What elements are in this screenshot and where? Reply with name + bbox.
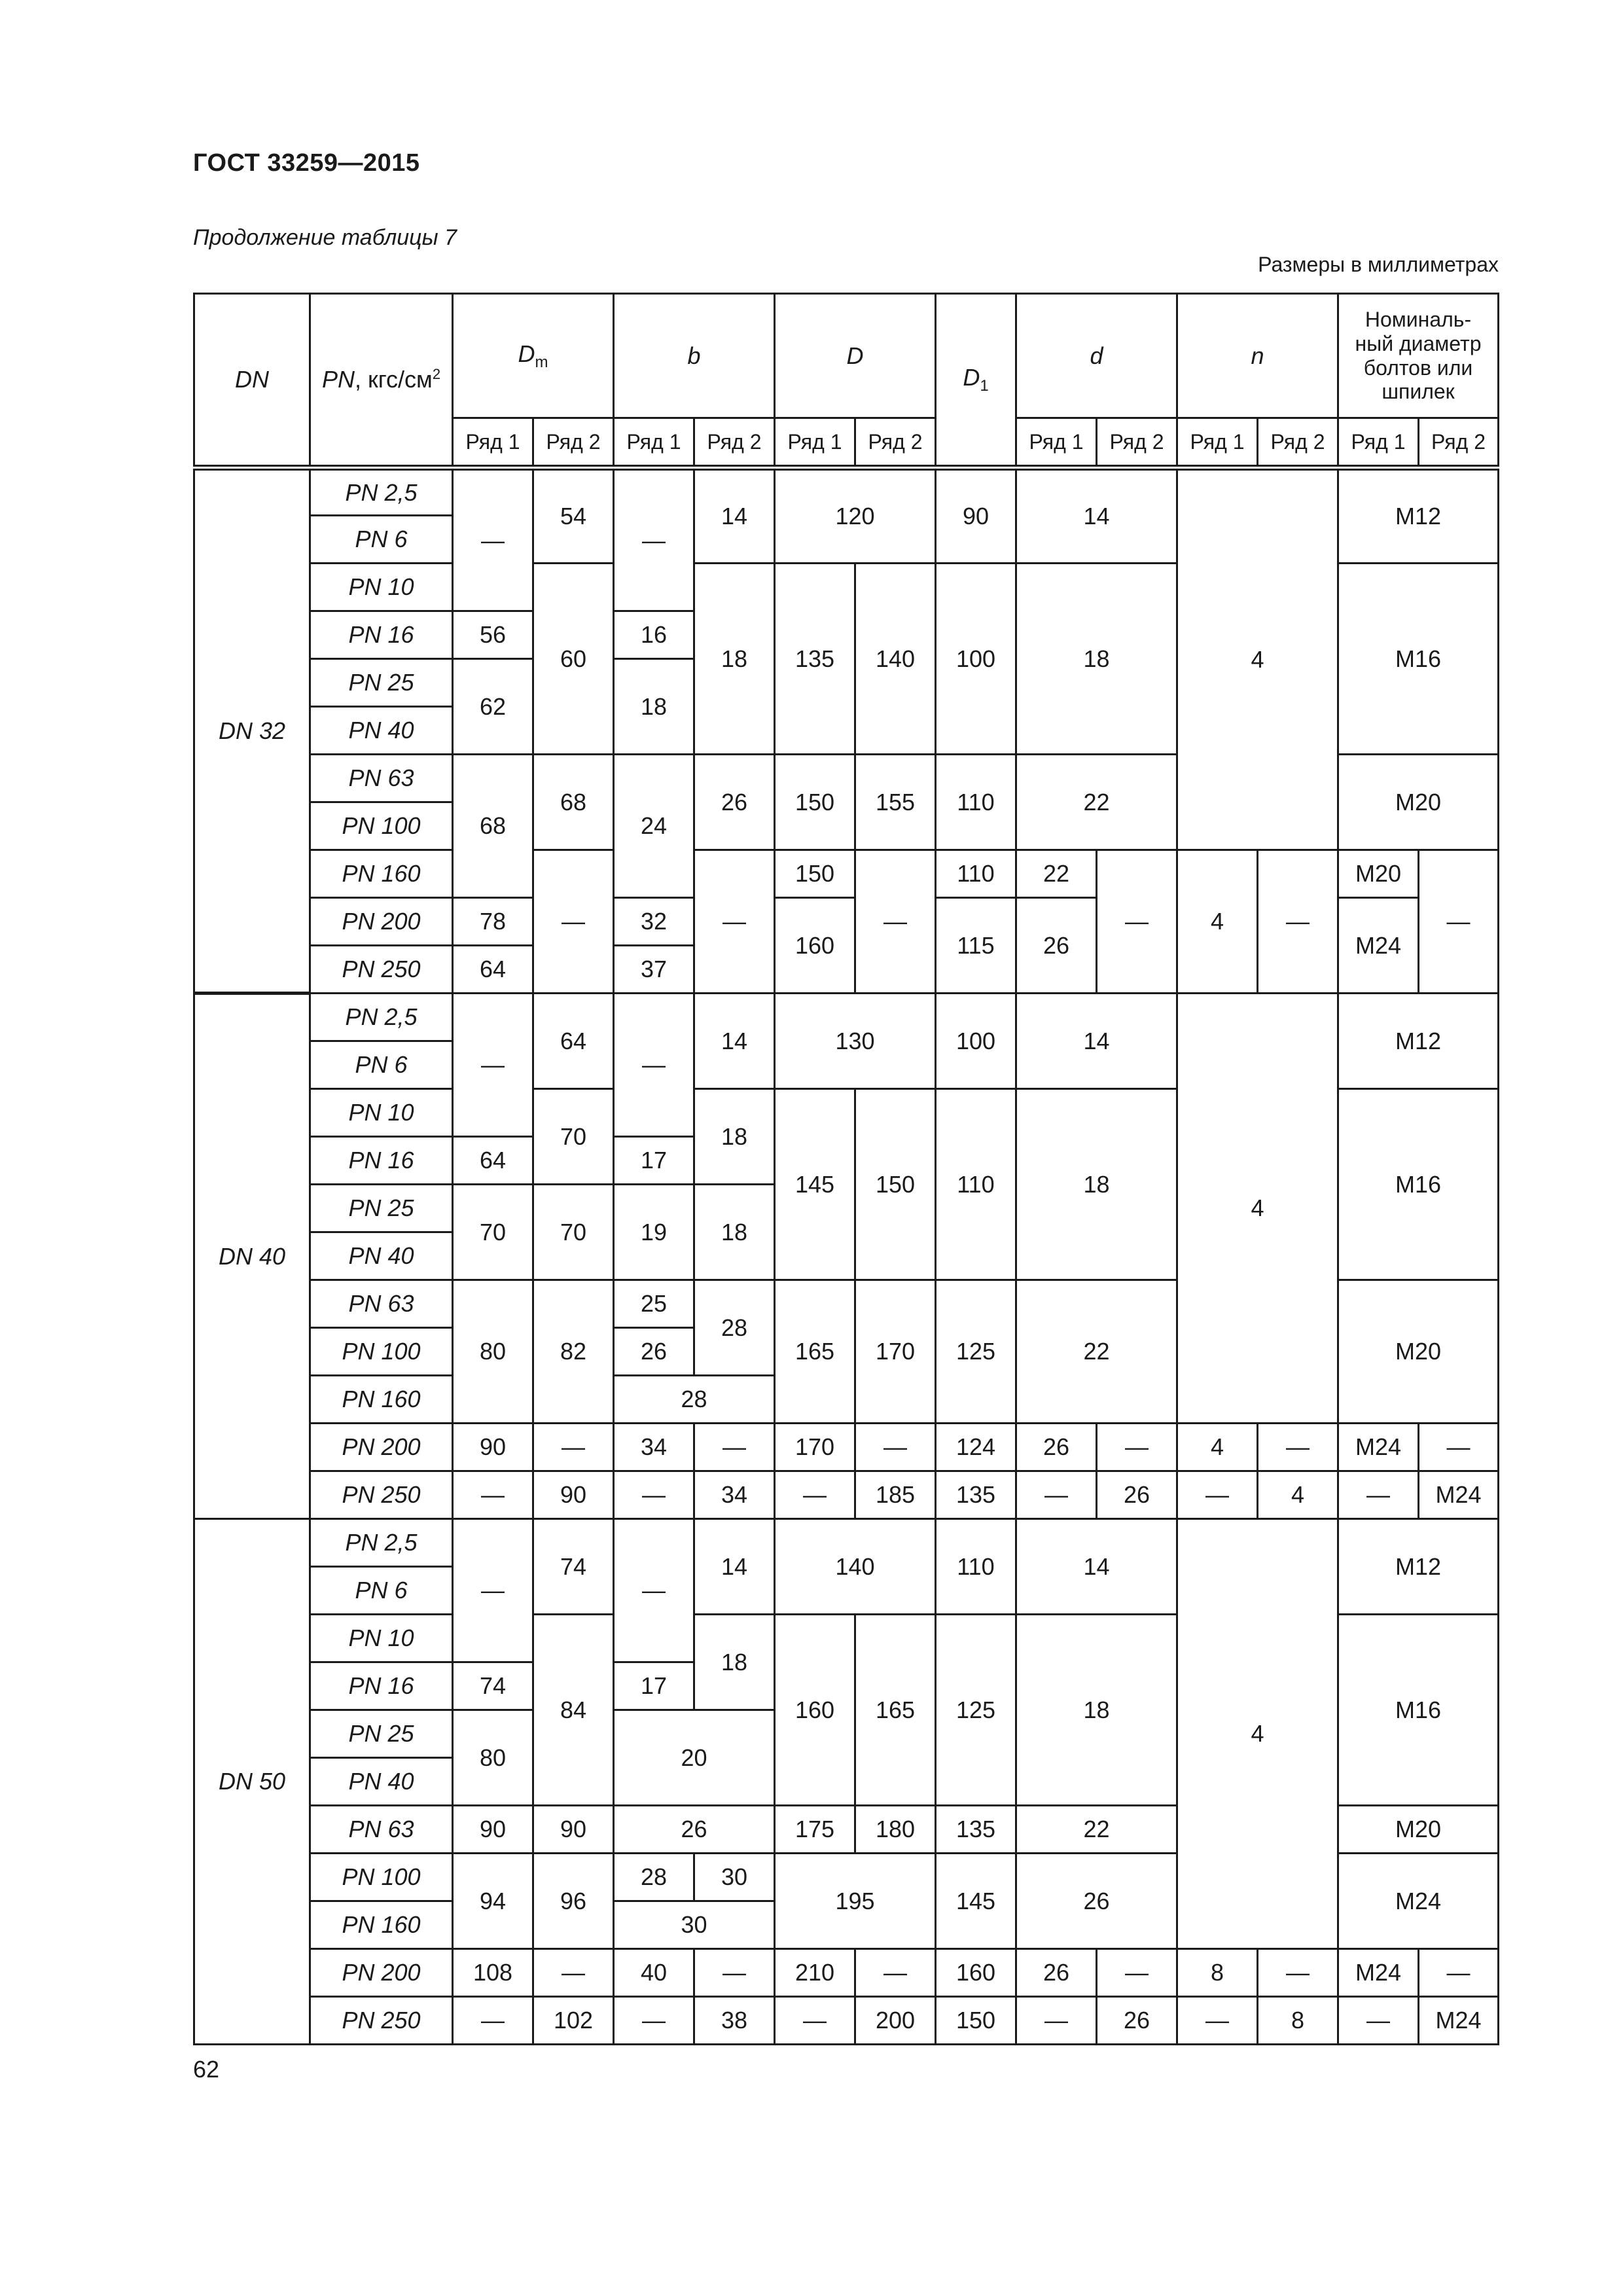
pn-cell: PN 160 bbox=[310, 1376, 453, 1424]
pn-cell: PN 6 bbox=[310, 516, 453, 564]
table-cell: — bbox=[614, 994, 694, 1137]
table-cell: 18 bbox=[694, 1185, 775, 1280]
table-cell: 34 bbox=[694, 1471, 775, 1519]
table-cell: 84 bbox=[533, 1615, 614, 1806]
table-cell: 14 bbox=[1016, 468, 1177, 564]
table-cell: — bbox=[614, 1997, 694, 2045]
table-cell: 18 bbox=[694, 1615, 775, 1710]
pn-cell: PN 10 bbox=[310, 1615, 453, 1662]
table-cell: 135 bbox=[775, 564, 855, 755]
table-cell: 26 bbox=[1016, 898, 1097, 994]
table-cell: 28 bbox=[614, 1854, 694, 1901]
header-d: d bbox=[1016, 294, 1177, 418]
table-cell: 16 bbox=[614, 611, 694, 659]
table-cell: M24 bbox=[1338, 1854, 1499, 1949]
table-cell: — bbox=[1338, 1997, 1419, 2045]
table-cell: 22 bbox=[1016, 850, 1097, 898]
table-cell: — bbox=[1338, 1471, 1419, 1519]
header-row2: Ряд 2 bbox=[694, 418, 775, 468]
table-cell: 165 bbox=[775, 1280, 855, 1424]
table-cell: M24 bbox=[1419, 1997, 1499, 2045]
table-cell: — bbox=[1097, 850, 1177, 994]
table-cell: M12 bbox=[1338, 994, 1499, 1089]
table-cell: 8 bbox=[1258, 1997, 1338, 2045]
header-pn: PN, кгс/$см^2$ bbox=[310, 294, 453, 468]
table-cell: 4 bbox=[1177, 1519, 1338, 1949]
table-cell: — bbox=[533, 850, 614, 994]
table-cell: — bbox=[533, 1949, 614, 1997]
table-cell: 210 bbox=[775, 1949, 855, 1997]
table-cell: 90 bbox=[453, 1424, 533, 1471]
table-cell: 80 bbox=[453, 1280, 533, 1424]
pn-cell: PN 40 bbox=[310, 1758, 453, 1806]
table-cell: 18 bbox=[694, 564, 775, 755]
table-cell: — bbox=[1419, 850, 1499, 994]
header-dn: DN bbox=[194, 294, 310, 468]
table-cell: — bbox=[1258, 1424, 1338, 1471]
table-cell: — bbox=[1258, 1949, 1338, 1997]
table-cell: — bbox=[533, 1424, 614, 1471]
table-cell: 108 bbox=[453, 1949, 533, 1997]
table-cell: 4 bbox=[1177, 850, 1258, 994]
table-cell: 150 bbox=[936, 1997, 1016, 2045]
table-cell: 165 bbox=[855, 1615, 936, 1806]
header-n: n bbox=[1177, 294, 1338, 418]
table-cell: 96 bbox=[533, 1854, 614, 1949]
pn-cell: PN 6 bbox=[310, 1041, 453, 1089]
table-cell: 19 bbox=[614, 1185, 694, 1280]
header-row1: Ряд 1 bbox=[775, 418, 855, 468]
table-cell: M12 bbox=[1338, 468, 1499, 564]
pn-cell: PN 16 bbox=[310, 611, 453, 659]
units-note: Размеры в миллиметрах bbox=[1258, 253, 1499, 276]
table-cell: 160 bbox=[775, 898, 855, 994]
header-row2: Ряд 2 bbox=[1419, 418, 1499, 468]
table-cell: 4 bbox=[1177, 994, 1338, 1424]
table-cell: 64 bbox=[533, 994, 614, 1089]
table-cell: 26 bbox=[1097, 1471, 1177, 1519]
table-cell: 30 bbox=[694, 1854, 775, 1901]
pn-cell: PN 63 bbox=[310, 755, 453, 802]
table-cell: 18 bbox=[1016, 564, 1177, 755]
page-number: 62 bbox=[193, 2056, 220, 2083]
table-cell: 14 bbox=[694, 468, 775, 564]
table-cell: 110 bbox=[936, 1089, 1016, 1280]
table-cell: 90 bbox=[533, 1471, 614, 1519]
table-cell: 14 bbox=[1016, 1519, 1177, 1615]
table-cell: — bbox=[453, 468, 533, 611]
table-cell: 170 bbox=[775, 1424, 855, 1471]
table-cell: 150 bbox=[775, 755, 855, 850]
table-cell: — bbox=[453, 1471, 533, 1519]
pn-cell: PN 2,5 bbox=[310, 468, 453, 516]
header-D1: $D_1$ bbox=[936, 294, 1016, 468]
table-cell: — bbox=[1097, 1949, 1177, 1997]
table-cell: 150 bbox=[855, 1089, 936, 1280]
table-cell: 145 bbox=[775, 1089, 855, 1280]
table-cell: 17 bbox=[614, 1662, 694, 1710]
table-cell: 60 bbox=[533, 564, 614, 755]
table-cell: — bbox=[694, 1424, 775, 1471]
header-row1: Ряд 1 bbox=[1177, 418, 1258, 468]
table-cell: 90 bbox=[533, 1806, 614, 1854]
table-cell: 14 bbox=[694, 1519, 775, 1615]
table-cell: 102 bbox=[533, 1997, 614, 2045]
table-cell: 78 bbox=[453, 898, 533, 946]
pn-cell: PN 200 bbox=[310, 898, 453, 946]
table-cell: — bbox=[694, 1949, 775, 1997]
pn-cell: PN 25 bbox=[310, 1185, 453, 1232]
header-dm: $D_m$ bbox=[453, 294, 614, 418]
dn-cell: DN 40 bbox=[194, 994, 310, 1519]
table-cell: M24 bbox=[1338, 1424, 1419, 1471]
table-cell: — bbox=[1177, 1471, 1258, 1519]
table-cell: 110 bbox=[936, 850, 1016, 898]
table-cell: 140 bbox=[855, 564, 936, 755]
table-cell: 94 bbox=[453, 1854, 533, 1949]
table-cell: 32 bbox=[614, 898, 694, 946]
table-cell: M16 bbox=[1338, 1615, 1499, 1806]
table-cell: — bbox=[1258, 850, 1338, 994]
pn-cell: PN 160 bbox=[310, 1901, 453, 1949]
table-cell: 124 bbox=[936, 1424, 1016, 1471]
pn-cell: PN 100 bbox=[310, 1328, 453, 1376]
table-cell: 130 bbox=[775, 994, 936, 1089]
table-cell: — bbox=[1097, 1424, 1177, 1471]
table-cell: 22 bbox=[1016, 1280, 1177, 1424]
table-cell: M16 bbox=[1338, 564, 1499, 755]
table-cell: 74 bbox=[533, 1519, 614, 1615]
dimensions-table bbox=[193, 293, 1499, 2045]
header-row1: Ряд 1 bbox=[1016, 418, 1097, 468]
pn-cell: PN 63 bbox=[310, 1280, 453, 1328]
table-cell: 82 bbox=[533, 1280, 614, 1424]
table-cell: 68 bbox=[533, 755, 614, 850]
table-cell: 175 bbox=[775, 1806, 855, 1854]
table-cell: 110 bbox=[936, 1519, 1016, 1615]
table-cell: 25 bbox=[614, 1280, 694, 1328]
pn-cell: PN 25 bbox=[310, 659, 453, 707]
table-cell: 68 bbox=[453, 755, 533, 898]
table-cell: 62 bbox=[453, 659, 533, 755]
table-cell: 22 bbox=[1016, 755, 1177, 850]
pn-cell: PN 16 bbox=[310, 1137, 453, 1185]
pn-cell: PN 250 bbox=[310, 1471, 453, 1519]
table-cell: 26 bbox=[1016, 1949, 1097, 1997]
table-cell: — bbox=[1419, 1424, 1499, 1471]
table-cell: 14 bbox=[1016, 994, 1177, 1089]
pn-cell: PN 160 bbox=[310, 850, 453, 898]
table-cell: 180 bbox=[855, 1806, 936, 1854]
header-D: D bbox=[775, 294, 936, 418]
table-cell: 8 bbox=[1177, 1949, 1258, 1997]
table-cell: 125 bbox=[936, 1280, 1016, 1424]
table-cell: 4 bbox=[1258, 1471, 1338, 1519]
header-row2: Ряд 2 bbox=[1258, 418, 1338, 468]
table-cell: 125 bbox=[936, 1615, 1016, 1806]
table-cell: 160 bbox=[775, 1615, 855, 1806]
table-cell: 38 bbox=[694, 1997, 775, 2045]
pn-cell: PN 2,5 bbox=[310, 994, 453, 1041]
table-cell: 17 bbox=[614, 1137, 694, 1185]
table-cell: 22 bbox=[1016, 1806, 1177, 1854]
table-cell: 28 bbox=[614, 1376, 775, 1424]
table-cell: — bbox=[775, 1471, 855, 1519]
table-cell: 135 bbox=[936, 1471, 1016, 1519]
table-cell: 37 bbox=[614, 946, 694, 994]
table-cell: — bbox=[1177, 1997, 1258, 2045]
table-cell: — bbox=[694, 850, 775, 994]
table-cell: — bbox=[855, 1424, 936, 1471]
table-cell: 28 bbox=[694, 1280, 775, 1376]
header-row2: Ряд 2 bbox=[855, 418, 936, 468]
table-cell: 74 bbox=[453, 1662, 533, 1710]
table-cell: 14 bbox=[694, 994, 775, 1089]
table-cell: 26 bbox=[1097, 1997, 1177, 2045]
table-cell: — bbox=[614, 1519, 694, 1662]
table-cell: — bbox=[1016, 1471, 1097, 1519]
table-cell: 185 bbox=[855, 1471, 936, 1519]
table-cell: 160 bbox=[936, 1949, 1016, 1997]
table-cell: 90 bbox=[936, 468, 1016, 564]
table-cell: 26 bbox=[614, 1806, 775, 1854]
table-cell: 115 bbox=[936, 898, 1016, 994]
table-cell: — bbox=[775, 1997, 855, 2045]
table-cell: 40 bbox=[614, 1949, 694, 1997]
pn-cell: PN 200 bbox=[310, 1424, 453, 1471]
header-row2: Ряд 2 bbox=[1097, 418, 1177, 468]
pn-cell: PN 10 bbox=[310, 1089, 453, 1137]
pn-cell: PN 40 bbox=[310, 707, 453, 755]
table-cell: 100 bbox=[936, 994, 1016, 1089]
table-cell: 64 bbox=[453, 1137, 533, 1185]
header-row1: Ряд 1 bbox=[1338, 418, 1419, 468]
table-cell: M20 bbox=[1338, 850, 1419, 898]
table-cell: 140 bbox=[775, 1519, 936, 1615]
table-cell: 120 bbox=[775, 468, 936, 564]
table-cell: 30 bbox=[614, 1901, 775, 1949]
header-row1: Ряд 1 bbox=[614, 418, 694, 468]
table-cell: — bbox=[614, 468, 694, 611]
table-cell: 34 bbox=[614, 1424, 694, 1471]
dn-cell: DN 50 bbox=[194, 1519, 310, 2045]
table-cell: 20 bbox=[614, 1710, 775, 1806]
table-cell: 26 bbox=[614, 1328, 694, 1376]
table-cell: — bbox=[453, 1519, 533, 1662]
table-cell: 54 bbox=[533, 468, 614, 564]
table-cell: M24 bbox=[1338, 1949, 1419, 1997]
table-cell: 145 bbox=[936, 1854, 1016, 1949]
table-cell: 90 bbox=[453, 1806, 533, 1854]
table-cell: 4 bbox=[1177, 468, 1338, 850]
dn-cell: DN 32 bbox=[194, 468, 310, 994]
table-cell: 64 bbox=[453, 946, 533, 994]
pn-cell: PN 100 bbox=[310, 802, 453, 850]
pn-cell: PN 10 bbox=[310, 564, 453, 611]
pn-cell: PN 6 bbox=[310, 1567, 453, 1615]
table-cell: 70 bbox=[533, 1089, 614, 1185]
table-cell: 56 bbox=[453, 611, 533, 659]
table-cell: M12 bbox=[1338, 1519, 1499, 1615]
table-cell: M16 bbox=[1338, 1089, 1499, 1280]
table-cell: 135 bbox=[936, 1806, 1016, 1854]
table-cell: 150 bbox=[775, 850, 855, 898]
table-cell: — bbox=[855, 850, 936, 994]
header-row2: Ряд 2 bbox=[533, 418, 614, 468]
table-cell: 26 bbox=[1016, 1854, 1177, 1949]
header-row1: Ряд 1 bbox=[453, 418, 533, 468]
table-cell: 155 bbox=[855, 755, 936, 850]
table-cell: — bbox=[453, 994, 533, 1137]
pn-cell: PN 200 bbox=[310, 1949, 453, 1997]
header-b: b bbox=[614, 294, 775, 418]
table-cell: M24 bbox=[1419, 1471, 1499, 1519]
table-cell: — bbox=[855, 1949, 936, 1997]
pn-cell: PN 250 bbox=[310, 946, 453, 994]
table-cell: M20 bbox=[1338, 1280, 1499, 1424]
table-cell: 18 bbox=[614, 659, 694, 755]
pn-cell: PN 100 bbox=[310, 1854, 453, 1901]
table-cell: 4 bbox=[1177, 1424, 1258, 1471]
table-cell: 100 bbox=[936, 564, 1016, 755]
table-cell: 70 bbox=[533, 1185, 614, 1280]
table-cell: 195 bbox=[775, 1854, 936, 1949]
table-cell: M20 bbox=[1338, 1806, 1499, 1854]
table-cell: 18 bbox=[694, 1089, 775, 1185]
table-cell: — bbox=[614, 1471, 694, 1519]
table-cell: M20 bbox=[1338, 755, 1499, 850]
table-cell: — bbox=[1016, 1997, 1097, 2045]
table-cell: 110 bbox=[936, 755, 1016, 850]
table-cell: 26 bbox=[1016, 1424, 1097, 1471]
table-cell: 170 bbox=[855, 1280, 936, 1424]
table-cell: — bbox=[1419, 1949, 1499, 1997]
pn-cell: PN 2,5 bbox=[310, 1519, 453, 1567]
header-bolt-diameter: Номиналь-ный диаметр болтов или шпилек bbox=[1338, 294, 1499, 418]
table-cell: 26 bbox=[694, 755, 775, 850]
table-cell: 70 bbox=[453, 1185, 533, 1280]
document-standard-header: ГОСТ 33259—2015 bbox=[193, 149, 420, 177]
table-cell: 18 bbox=[1016, 1615, 1177, 1806]
table-cell: 80 bbox=[453, 1710, 533, 1806]
pn-cell: PN 40 bbox=[310, 1232, 453, 1280]
table-cell: 200 bbox=[855, 1997, 936, 2045]
table-cell: 18 bbox=[1016, 1089, 1177, 1280]
pn-cell: PN 16 bbox=[310, 1662, 453, 1710]
pn-cell: PN 25 bbox=[310, 1710, 453, 1758]
table-caption: Продолжение таблицы 7 bbox=[193, 225, 457, 250]
pn-cell: PN 63 bbox=[310, 1806, 453, 1854]
table-cell: — bbox=[453, 1997, 533, 2045]
table-cell: M24 bbox=[1338, 898, 1419, 994]
pn-cell: PN 250 bbox=[310, 1997, 453, 2045]
table-cell: 24 bbox=[614, 755, 694, 898]
